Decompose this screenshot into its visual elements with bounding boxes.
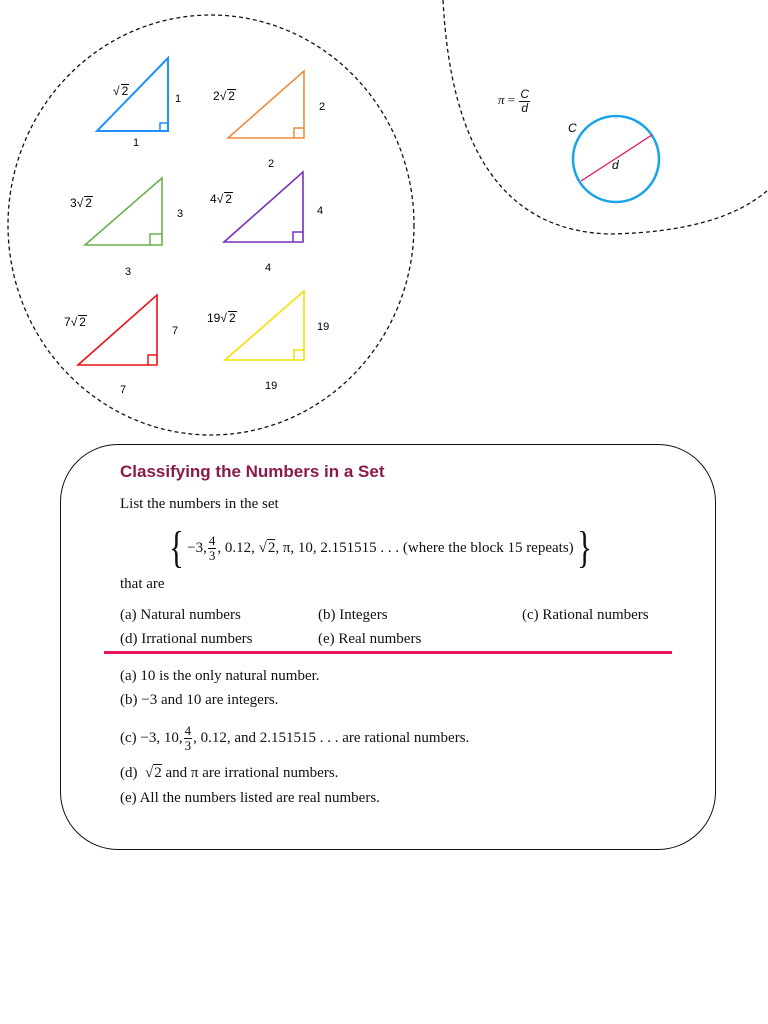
pi-formula: π = $\frac{C}{d}$ (498, 87, 530, 115)
triangle-4 (224, 172, 303, 242)
option-a: (a) Natural numbers (120, 607, 241, 623)
right-angle-7 (148, 355, 157, 365)
that-are: that are (120, 576, 165, 592)
diameter-label: d (612, 158, 619, 172)
set-start: −3, (187, 539, 207, 556)
triangle-2 (228, 71, 304, 138)
triangle-19-side: 19 (317, 321, 330, 333)
set-end: , π, 10, 2.151515 . . . (where the block 15 repeats) (275, 539, 574, 556)
triangle-19 (225, 291, 304, 360)
example-title: Classifying the Numbers in a Set (120, 462, 385, 481)
set-open-brace: { (169, 523, 184, 572)
triangle-4-side: 4 (317, 205, 324, 217)
pi-formula-denominator: d (521, 100, 529, 115)
triangle-19-hypotenuse: 19√ 2 (207, 311, 236, 325)
example-prompt: List the numbers in the set (120, 496, 279, 512)
triangle-1 (97, 58, 168, 131)
triangle-2-base: 2 (268, 158, 275, 170)
right-angle-19 (294, 350, 304, 360)
circumference-label: C (568, 121, 577, 135)
triangle-3-base: 3 (125, 266, 132, 278)
option-b: (b) Integers (318, 607, 388, 623)
pi-formula-numerator: C (520, 87, 530, 101)
set-sqrt-symbol: √ (258, 539, 267, 556)
triangle-1-base: 1 (133, 137, 140, 149)
triangle-2-side: 2 (319, 101, 326, 113)
triangle-7-hypotenuse: 7√ 2 (64, 315, 86, 329)
answer-divider (104, 651, 672, 654)
triangle-1-hypotenuse: √ 2 (113, 84, 129, 98)
answer-c: (c) −3, 10, $\frac{4}{3}$ , 0.12, and 2.151515 . . . are rational numbers. (120, 722, 470, 753)
triangle-19-base: 19 (265, 380, 278, 392)
answer-b: (b) −3 and 10 are integers. (120, 692, 279, 708)
triangle-3-side: 3 (177, 208, 184, 220)
triangle-2-hypotenuse: 2√ 2 (213, 89, 235, 103)
option-e: (e) Real numbers (318, 631, 422, 647)
answer-a: (a) 10 is the only natural number. (120, 668, 320, 684)
triangle-4-base: 4 (265, 262, 272, 274)
triangle-7-side: 7 (172, 325, 179, 337)
right-angle-1 (160, 123, 168, 131)
number-set (166, 522, 595, 574)
triangle-7-base: 7 (120, 384, 127, 396)
set-fraction: $\frac{4}{3}$ (208, 532, 216, 563)
triangles-figure (0, 0, 440, 440)
triangle-7 (78, 295, 157, 365)
right-angle-2 (294, 128, 304, 138)
set-close-brace: } (576, 523, 592, 572)
triangle-4-hypotenuse: 4√ 2 (210, 192, 232, 206)
triangle-3-hypotenuse: 3√ 2 (70, 196, 92, 210)
set-sqrt-arg: 2 (267, 540, 276, 556)
option-c: (c) Rational numbers (522, 607, 649, 623)
triangle-1-side: 1 (175, 93, 182, 105)
right-angle-4 (293, 232, 303, 242)
right-angle-3 (150, 234, 162, 245)
answer-d: (d) √2 and π are irrational numbers. (120, 765, 339, 781)
option-d: (d) Irrational numbers (120, 631, 253, 647)
set-mid: , 0.12, (217, 539, 255, 556)
answer-e: (e) All the numbers listed are real numbers. (120, 790, 380, 806)
answer-c-fraction: $\frac{4}{3}$ (184, 722, 192, 753)
